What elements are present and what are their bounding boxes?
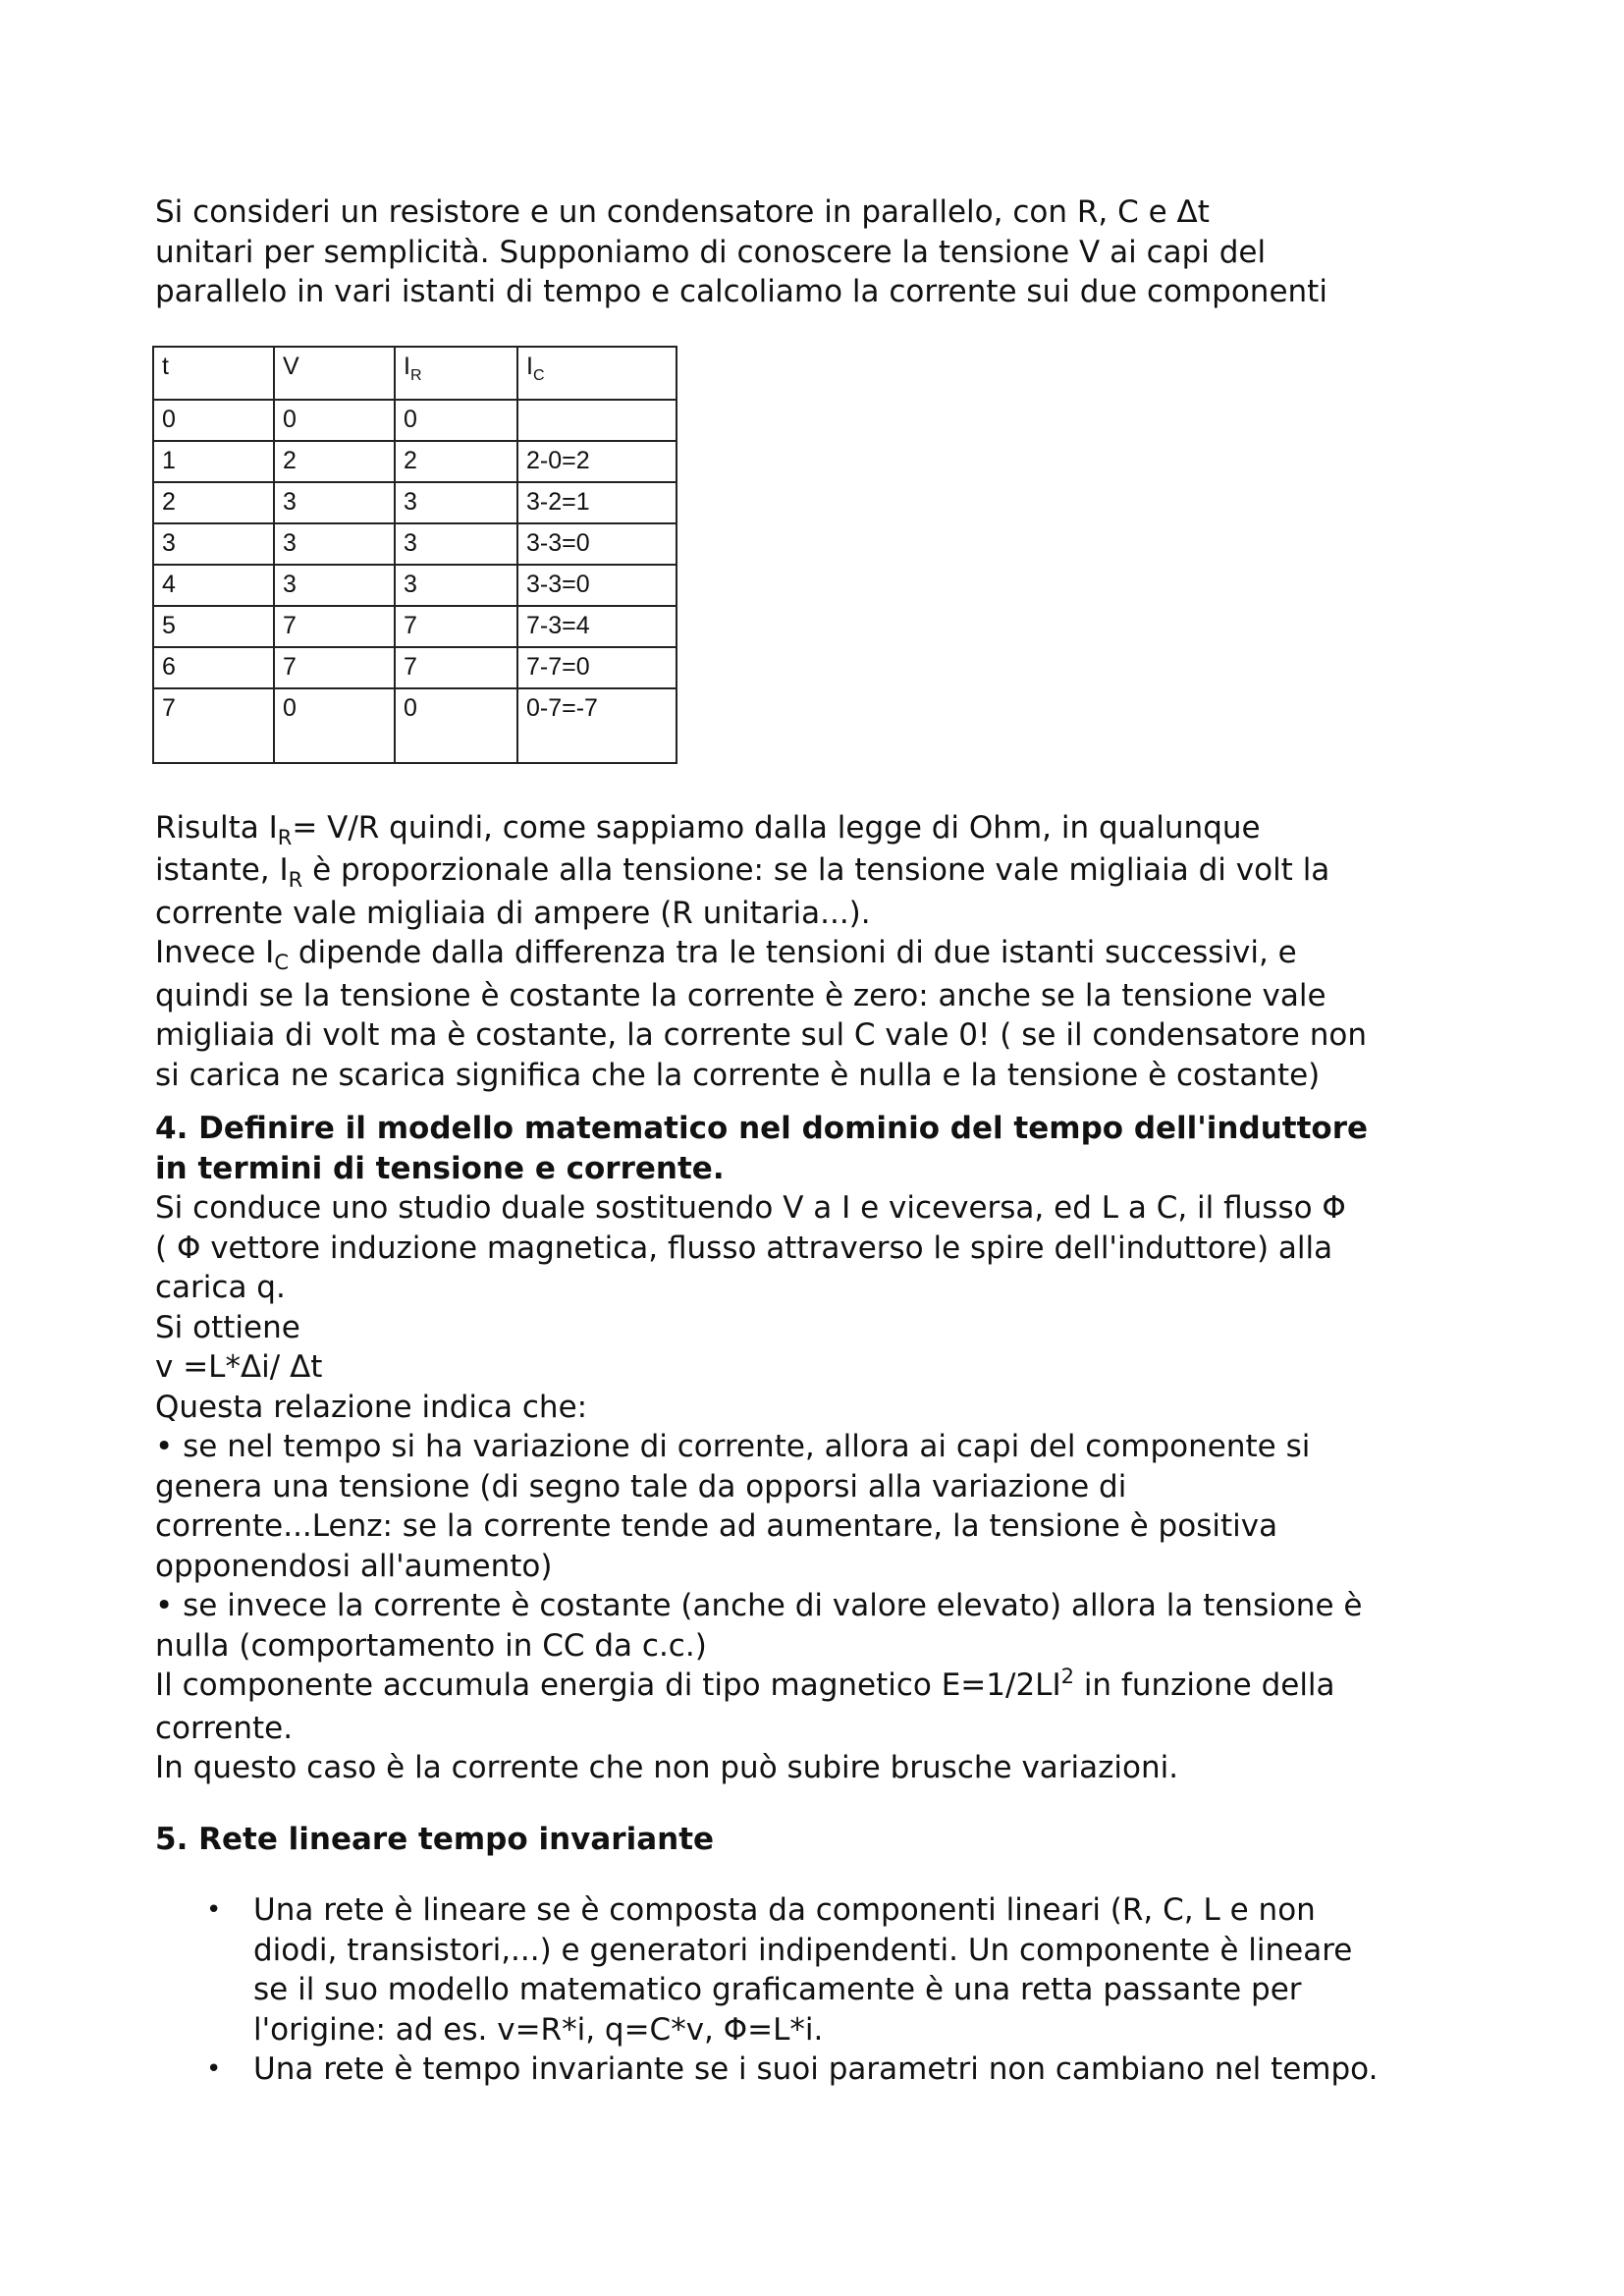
table-row — [153, 647, 677, 688]
table-cell: 3 — [395, 523, 517, 565]
header-label: V — [283, 353, 299, 380]
table-cell: 0 — [153, 400, 274, 441]
section-4-line: • se invece la corrente è costante (anche di valore elevato) allora la tensione è — [155, 1588, 1363, 1623]
table-row — [153, 688, 677, 763]
subscript: R — [277, 825, 293, 849]
table-cell: 0 — [395, 688, 517, 763]
list-item — [155, 2050, 1500, 2090]
result-line — [155, 850, 1500, 894]
section-4-line: Questa relazione indica che: — [155, 1389, 588, 1425]
table-row — [153, 523, 677, 565]
table-cell: 0 — [274, 400, 395, 441]
table-row — [153, 606, 677, 647]
text-run: dipende dalla differenza tra le tensioni di due istanti successivi, e — [289, 935, 1297, 970]
section-4-line — [155, 1666, 1500, 1709]
formula: v =L*Δi/ Δt — [155, 1349, 323, 1385]
table-cell: 3 — [274, 523, 395, 565]
table-cell: 3 — [274, 565, 395, 606]
text-run: = V/R quindi, come sappiamo dalla legge di Ohm, in qualunque — [292, 809, 1261, 846]
header-cell — [153, 347, 274, 400]
subscript: R — [288, 868, 303, 892]
section-4 — [155, 1109, 1500, 1788]
table-cell: 6 — [153, 647, 274, 688]
result-line — [155, 933, 1500, 976]
result-line — [155, 808, 1500, 851]
header-subscript: C — [532, 367, 545, 384]
table-cell: 0 — [274, 688, 395, 763]
table-header-row — [153, 347, 677, 400]
section-4-line: Si ottiene — [155, 1309, 300, 1345]
intro-line: parallelo in vari istanti di tempo e calcoliamo la corrente sui due componenti — [155, 274, 1327, 309]
header-subscript: R — [409, 367, 422, 384]
header-label: I — [526, 353, 533, 380]
section-4-title: 4. Definire il modello matematico nel dominio del tempo dell'induttore — [155, 1111, 1369, 1146]
table-cell: 4 — [153, 565, 274, 606]
table-cell: 3 — [395, 565, 517, 606]
table-cell: 7 — [274, 647, 395, 688]
table-cell: 3 — [274, 482, 395, 523]
section-4-line: nulla (comportamento in CC da c.c.) — [155, 1627, 707, 1664]
text-run: Il componente accumula energia di tipo magnetico E=1/2LI — [155, 1667, 1061, 1703]
spacer — [155, 1095, 1500, 1109]
text-run: istante, I — [155, 852, 289, 888]
table-cell: 0-7=-7 — [517, 688, 677, 763]
section-4-line: • se nel tempo si ha variazione di corrente, allora ai capi del componente si — [155, 1429, 1311, 1464]
result-line: si carica ne scarica significa che la corrente è nulla e la tensione è costante) — [155, 1057, 1321, 1093]
table-cell — [517, 400, 677, 441]
table-cell: 7-3=4 — [517, 606, 677, 647]
section-4-line: Si conduce uno studio duale sostituendo V a I e viceversa, ed L a C, il flusso Φ — [155, 1190, 1346, 1226]
text-run: è proporzionale alla tensione: se la tensione vale migliaia di volt la — [302, 852, 1330, 888]
bullet-line: se il suo modello matematico graficamente è una retta passante per — [253, 1972, 1302, 2007]
header-cell — [517, 347, 677, 400]
bullet-icon: • — [206, 2054, 222, 2084]
text-run: Risulta I — [155, 809, 278, 846]
table-cell: 2 — [274, 441, 395, 482]
table-cell: 7-7=0 — [517, 647, 677, 688]
bullet-list — [155, 1890, 1500, 2090]
bullet-line: l'origine: ad es. v=R*i, q=C*v, Φ=L*i. — [253, 2011, 824, 2048]
section-4-line: corrente. — [155, 1710, 294, 1746]
table-cell: 3 — [153, 523, 274, 565]
table-cell: 7 — [153, 688, 274, 763]
table-cell: 3-2=1 — [517, 482, 677, 523]
bullet-line: Una rete è lineare se è composta da componenti lineari (R, C, L e non — [253, 1892, 1316, 1928]
header-cell — [274, 347, 395, 400]
section-5-title: 5. Rete lineare tempo invariante — [155, 1821, 715, 1857]
result-line: quindi se la tensione è costante la corrente è zero: anche se la tensione vale — [155, 977, 1326, 1013]
table-cell: 2 — [395, 441, 517, 482]
table-cell: 7 — [395, 647, 517, 688]
intro-paragraph — [155, 192, 1500, 312]
bullet-line: Una rete è tempo invariante se i suoi parametri non cambiano nel tempo. — [253, 2051, 1379, 2087]
header-cell — [395, 347, 517, 400]
section-4-line: genera una tensione (di segno tale da opporsi alla variazione di — [155, 1468, 1127, 1504]
table-cell: 3 — [395, 482, 517, 523]
table-row — [153, 441, 677, 482]
section-4-line: carica q. — [155, 1270, 286, 1305]
header-label: I — [404, 353, 410, 380]
text-run: Invece I — [155, 935, 275, 970]
table-cell: 5 — [153, 606, 274, 647]
section-5 — [155, 1820, 1500, 2090]
header-label: t — [162, 353, 169, 380]
section-4-title: in termini di tensione e corrente. — [155, 1150, 725, 1186]
table-cell: 2 — [153, 482, 274, 523]
subscript: C — [274, 951, 289, 974]
table-row — [153, 565, 677, 606]
section-4-line: corrente...Lenz: se la corrente tende ad aumentare, la tensione è positiva — [155, 1508, 1278, 1544]
table-row — [153, 482, 677, 523]
table-cell: 3-3=0 — [517, 523, 677, 565]
result-paragraph — [155, 808, 1500, 1096]
superscript: 2 — [1060, 1665, 1074, 1688]
result-line: corrente vale migliaia di ampere (R unitaria...). — [155, 895, 871, 931]
list-item — [155, 1890, 1500, 2050]
table-cell: 2-0=2 — [517, 441, 677, 482]
table-cell: 7 — [274, 606, 395, 647]
result-line: migliaia di volt ma è costante, la corrente sul C vale 0! ( se il condensatore non — [155, 1017, 1367, 1053]
table-cell: 7 — [395, 606, 517, 647]
spacer — [155, 1859, 1500, 1890]
section-4-line: opponendosi all'aumento) — [155, 1548, 553, 1584]
intro-line: Si consideri un resistore e un condensatore in parallelo, con R, C e Δt — [155, 194, 1210, 230]
table-row — [153, 400, 677, 441]
bullet-icon: • — [206, 1895, 222, 1925]
intro-line: unitari per semplicità. Supponiamo di conoscere la tensione V ai capi del — [155, 234, 1267, 270]
data-table — [152, 346, 677, 764]
section-4-line: ( Φ vettore induzione magnetica, flusso attraverso le spire dell'induttore) alla — [155, 1230, 1333, 1266]
spacer — [155, 1788, 1500, 1820]
text-run: in funzione della — [1073, 1667, 1335, 1703]
table-cell: 0 — [395, 400, 517, 441]
table-cell: 3-3=0 — [517, 565, 677, 606]
section-4-line: In questo caso è la corrente che non può subire brusche variazioni. — [155, 1750, 1179, 1785]
table-cell: 1 — [153, 441, 274, 482]
bullet-line: diodi, transistori,...) e generatori indipendenti. Un componente è lineare — [253, 1932, 1353, 1968]
